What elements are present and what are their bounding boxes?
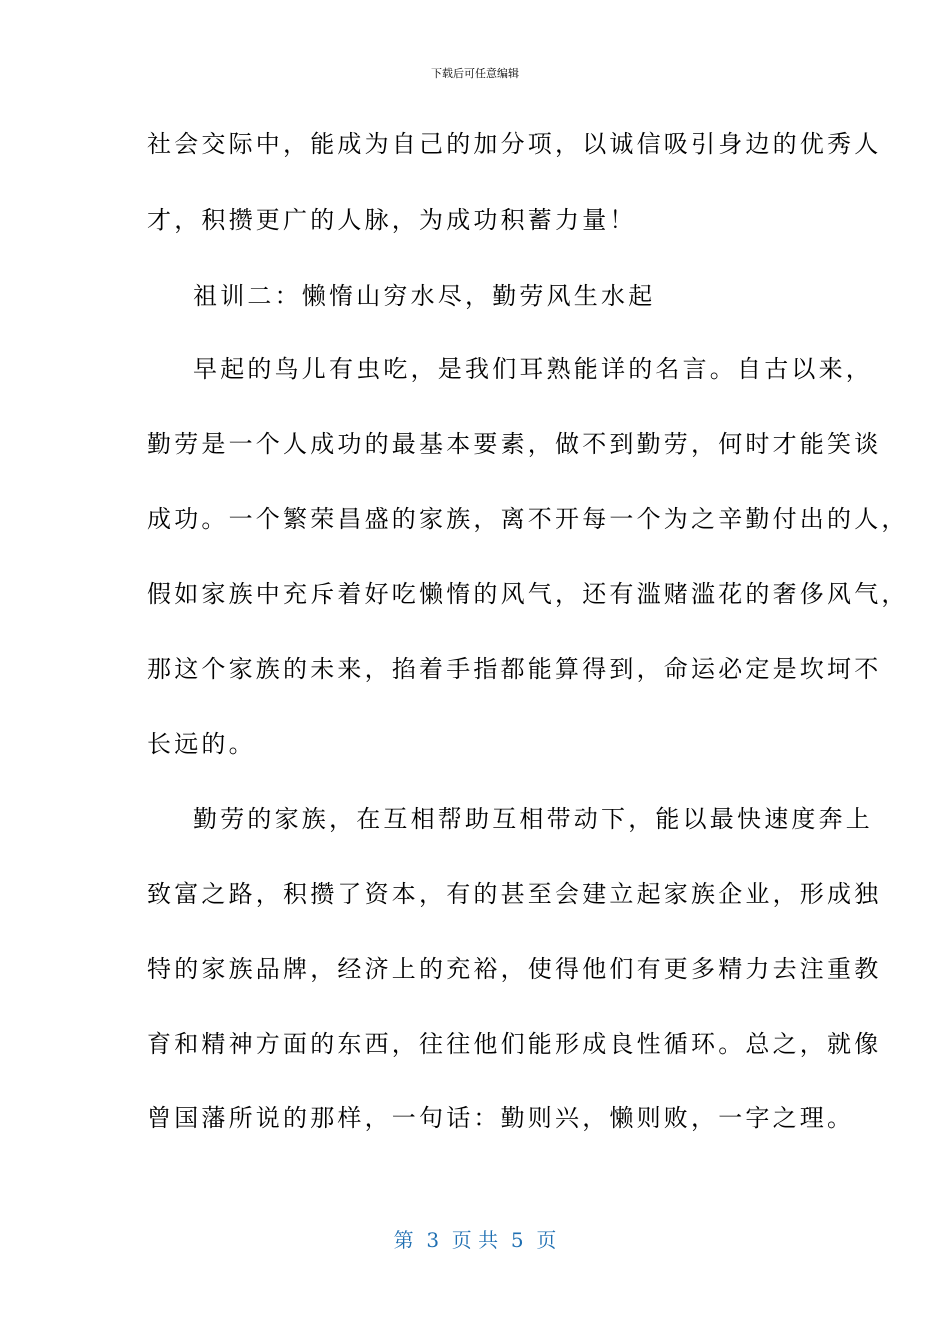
body-line-8: 长远的。 (147, 730, 256, 758)
body-line-1: 社会交际中，能成为自己的加分项，以诚信吸引身边的优秀人 (147, 130, 882, 158)
page-number-footer: 第 3 页 共 5 页 (393, 1228, 557, 1252)
section-heading: 祖训二：懒惰山穷水尽，勤劳风生水起 (193, 282, 656, 310)
body-line-10: 致富之路，积攒了资本，有的甚至会建立起家族企业，形成独 (147, 880, 882, 908)
body-line-6: 假如家族中充斥着好吃懒惰的风气，还有滥赌滥花的奢侈风气， (147, 580, 909, 608)
body-line-7: 那这个家族的未来，掐着手指都能算得到，命运必定是坎坷不 (147, 655, 882, 683)
body-line-12: 育和精神方面的东西，往往他们能形成良性循环。总之，就像 (147, 1030, 882, 1058)
body-line-5: 成功。一个繁荣昌盛的家族，离不开每一个为之辛勤付出的人， (147, 505, 909, 533)
body-line-2: 才，积攒更广的人脉，为成功积蓄力量！ (147, 206, 637, 234)
body-line-9: 勤劳的家族，在互相帮助互相带动下，能以最快速度奔上 (193, 805, 873, 833)
header-note: 下载后可任意编辑 (431, 67, 519, 80)
body-line-3: 早起的鸟儿有虫吃，是我们耳熟能详的名言。自古以来， (193, 355, 873, 383)
body-line-13: 曾国藩所说的那样，一句话：勤则兴，懒则败，一字之理。 (147, 1104, 855, 1132)
body-line-11: 特的家族品牌，经济上的充裕，使得他们有更多精力去注重教 (147, 955, 882, 983)
body-line-4: 勤劳是一个人成功的最基本要素，做不到勤劳，何时才能笑谈 (147, 430, 882, 458)
